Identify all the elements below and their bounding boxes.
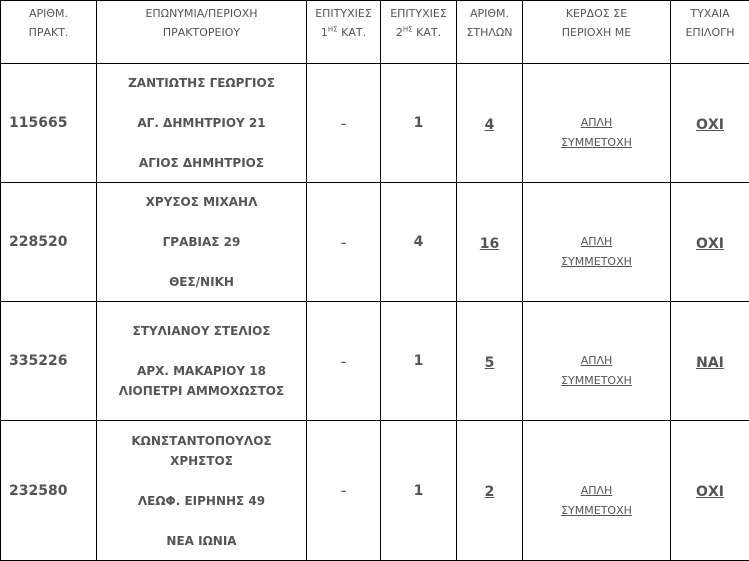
random-cell [671, 302, 749, 421]
table-row [1, 421, 749, 561]
profit-link[interactable] [561, 212, 632, 272]
profit-line: ΣΥΜΜΕΤΟΧΗ [561, 504, 632, 517]
agency-code: 232580 [1, 421, 97, 561]
profit-line: ΣΥΜΜΕΤΟΧΗ [561, 136, 632, 149]
name-spacer [97, 133, 306, 153]
columns-link[interactable]: 2 [485, 484, 495, 500]
random-cell [671, 421, 749, 561]
name-spacer [97, 511, 306, 531]
header-cat-sup: ΗΣ [403, 25, 413, 33]
name-line: ΘΕΣ/ΝΙΚΗ [97, 272, 306, 292]
name-line: ΛΕΩΦ. ΕΙΡΗΝΗΣ 49 [97, 491, 306, 511]
header-random [671, 1, 749, 64]
table-row [1, 64, 749, 183]
random-selection-link[interactable]: ΟΧΙ [696, 236, 724, 252]
profit-link[interactable] [561, 93, 632, 153]
profit-cell [523, 183, 671, 302]
header-cat-num: 1 [321, 26, 328, 39]
header-line: ΕΠΙΤΥΧΙΕΣ [381, 4, 456, 23]
columns-cell [457, 421, 523, 561]
agency-name [97, 421, 307, 561]
header-line: ΣΤΗΛΩΝ [457, 23, 522, 42]
agency-code: 115665 [1, 64, 97, 183]
header-agency-code [1, 1, 97, 64]
columns-link[interactable]: 5 [485, 355, 495, 371]
header-line: ΕΠΙΤΥΧΙΕΣ [307, 4, 380, 23]
agency-name [97, 302, 307, 421]
header-cat-num: 2 [396, 26, 403, 39]
profit-line: ΣΥΜΜΕΤΟΧΗ [561, 255, 632, 268]
columns-link[interactable]: 4 [485, 117, 495, 133]
header-agency-name [97, 1, 307, 64]
name-line: ΧΡΗΣΤΟΣ [97, 451, 306, 471]
agency-code: 228520 [1, 183, 97, 302]
random-selection-link[interactable]: ΝΑΙ [696, 355, 724, 371]
columns-cell [457, 64, 523, 183]
columns-cell [457, 302, 523, 421]
profit-line: ΣΥΜΜΕΤΟΧΗ [561, 374, 632, 387]
wins-2nd: 1 [381, 302, 457, 421]
name-line: ΧΡΥΣΟΣ ΜΙΧΑΗΛ [97, 192, 306, 212]
header-line: ΑΡΙΘΜ. [1, 4, 96, 23]
name-line: ΑΓ. ΔΗΜΗΤΡΙΟΥ 21 [97, 113, 306, 133]
name-line: ΑΡΧ. ΜΑΚΑΡΙΟΥ 18 [97, 361, 306, 381]
profit-cell [523, 421, 671, 561]
header-line: ΠΕΡΙΟΧΗ ΜΕ [523, 23, 670, 42]
profit-line: ΑΠΛΗ [581, 484, 613, 497]
profit-link[interactable] [561, 331, 632, 391]
name-spacer [97, 252, 306, 272]
header-cat-text: ΚΑΤ. [338, 26, 366, 39]
table-row [1, 302, 749, 421]
header-row [1, 1, 749, 64]
header-profit [523, 1, 671, 64]
agency-name [97, 64, 307, 183]
name-line: ΑΓΙΟΣ ΔΗΜΗΤΡΙΟΣ [97, 153, 306, 173]
header-cat-text: ΚΑΤ. [413, 26, 441, 39]
wins-1st: - [307, 421, 381, 561]
name-line: ΣΤΥΛΙΑΝΟΥ ΣΤΕΛΙΟΣ [97, 321, 306, 341]
random-selection-link[interactable]: ΟΧΙ [696, 484, 724, 500]
name-spacer [97, 341, 306, 361]
name-spacer [97, 212, 306, 232]
name-line: ΓΡΑΒΙΑΣ 29 [97, 232, 306, 252]
header-line: ΤΥΧΑΙΑ [671, 4, 749, 23]
name-line: ΛΙΟΠΕΤΡΙ ΑΜΜΟΧΩΣΤΟΣ [97, 381, 306, 401]
header-line [381, 23, 456, 42]
profit-line: ΑΠΛΗ [581, 116, 613, 129]
profit-cell [523, 64, 671, 183]
wins-1st: - [307, 302, 381, 421]
header-line: ΑΡΙΘΜ. [457, 4, 522, 23]
wins-1st: - [307, 183, 381, 302]
header-wins-2nd [381, 1, 457, 64]
random-selection-link[interactable]: ΟΧΙ [696, 117, 724, 133]
header-wins-1st [307, 1, 381, 64]
profit-cell [523, 302, 671, 421]
random-cell [671, 183, 749, 302]
profit-line: ΑΠΛΗ [581, 354, 613, 367]
header-line: ΠΡΑΚΤ. [1, 23, 96, 42]
header-columns [457, 1, 523, 64]
header-line: ΕΠΩΝΥΜΙΑ/ΠΕΡΙΟΧΗ [97, 4, 306, 23]
header-cat-sup: ΗΣ [328, 25, 338, 33]
name-spacer [97, 93, 306, 113]
wins-2nd: 1 [381, 64, 457, 183]
name-spacer [97, 471, 306, 491]
random-cell [671, 64, 749, 183]
header-line: ΠΡΑΚΤΟΡΕΙΟΥ [97, 23, 306, 42]
header-line [307, 23, 380, 42]
agency-code: 335226 [1, 302, 97, 421]
wins-2nd: 1 [381, 421, 457, 561]
agency-name [97, 183, 307, 302]
columns-link[interactable]: 16 [480, 236, 499, 252]
name-line: ΚΩΝΣΤΑΝΤΟΠΟΥΛΟΣ [97, 431, 306, 451]
name-line: ΝΕΑ ΙΩΝΙΑ [97, 531, 306, 551]
name-line: ΖΑΝΤΙΩΤΗΣ ΓΕΩΡΓΙΟΣ [97, 73, 306, 93]
header-line: ΚΕΡΔΟΣ ΣΕ [523, 4, 670, 23]
columns-cell [457, 183, 523, 302]
wins-2nd: 4 [381, 183, 457, 302]
wins-1st: - [307, 64, 381, 183]
profit-line: ΑΠΛΗ [581, 235, 613, 248]
table-row [1, 183, 749, 302]
header-line: ΕΠΙΛΟΓΗ [671, 23, 749, 42]
profit-link[interactable] [561, 461, 632, 521]
